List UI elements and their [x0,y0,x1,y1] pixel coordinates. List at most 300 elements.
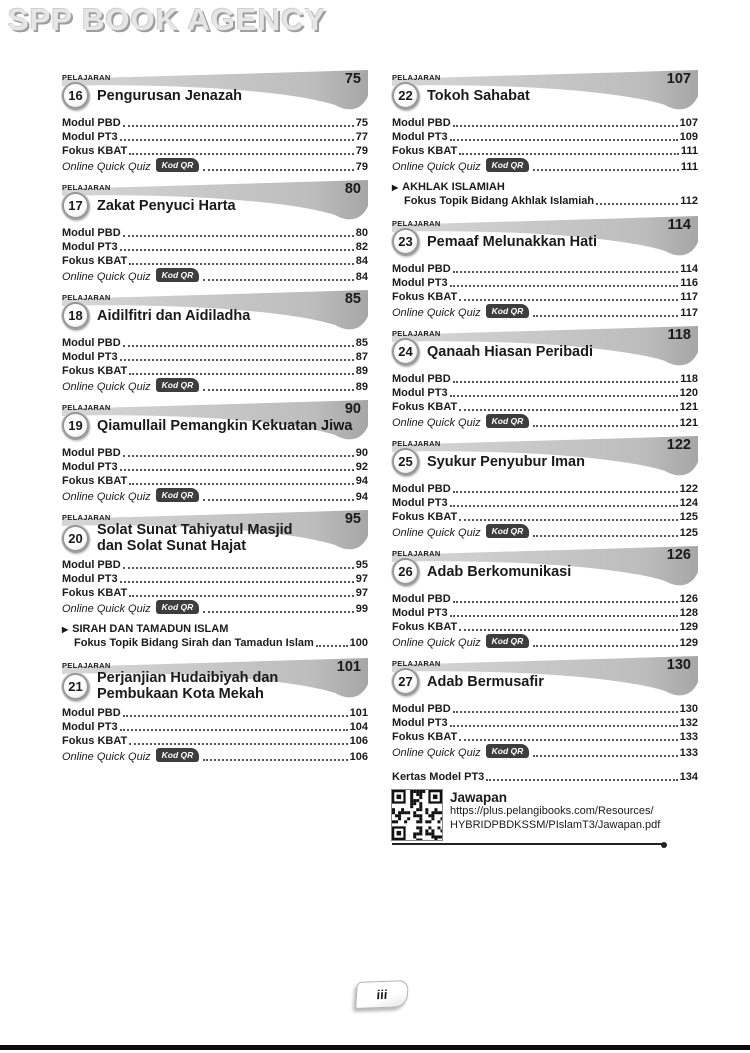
dotted-leader [533,425,677,427]
dotted-leader [123,345,354,347]
lesson-header-left [62,70,368,109]
toc-row-label: Online Quick Quiz [392,307,481,319]
dotted-leader [123,567,354,569]
kertas-model-row [392,770,698,784]
lesson-header [392,436,698,478]
dotted-leader [203,759,347,761]
toc-row-page: 104 [349,721,368,733]
toc-row [392,304,698,320]
toc-row [62,158,368,174]
toc-row-label: Modul PT3 [62,721,118,733]
lesson-items [62,446,368,504]
dotted-leader [120,469,354,471]
toc-row-label: Modul PBD [62,227,121,239]
section-heading [392,181,698,193]
lesson-entry [392,326,698,430]
kod-qr-badge: Kod QR [156,158,200,172]
toc-row [392,510,698,524]
lesson-header-left [392,436,698,475]
toc-row-page: 117 [680,307,698,319]
toc-row [62,586,368,600]
toc-row [62,460,368,474]
toc-row-label: Online Quick Quiz [62,161,151,173]
toc-row [392,496,698,510]
lesson-header [392,326,698,368]
lesson-header [62,510,368,554]
toc-row [62,720,368,734]
section-heading [62,623,368,635]
dotted-leader [450,505,678,507]
dotted-leader [450,395,678,397]
lesson-number-circle: 22 [392,82,419,109]
toc-row [62,734,368,748]
toc-row-page: 125 [679,511,698,523]
toc-row [62,116,368,130]
toc-row-label: Modul PT3 [62,351,118,363]
lesson-title-row [392,82,698,109]
section-row [62,636,368,650]
lesson-items [392,116,698,174]
toc-row-label: Modul PT3 [62,461,118,473]
section-note [62,623,368,650]
dotted-leader [453,711,678,713]
toc-row-page: 92 [355,461,368,473]
dotted-leader [129,483,354,485]
lesson-title-row [62,302,368,329]
toc-row-page: 125 [679,527,698,539]
toc-row-page: 89 [355,365,368,377]
toc-row-label: Fokus KBAT [62,735,128,747]
lesson-title-row [62,192,368,219]
dotted-leader [120,729,348,731]
toc-row-page: 89 [355,381,368,393]
lesson-title-row [392,558,698,585]
lesson-number-circle: 20 [62,525,89,552]
toc-row-page: 124 [679,497,698,509]
toc-row-label: Online Quick Quiz [62,751,151,763]
toc-row [392,130,698,144]
lesson-title-row [62,522,368,554]
toc-row [62,474,368,488]
toc-row-label: Fokus KBAT [62,365,128,377]
pelajaran-label: PELAJARAN [62,73,111,82]
toc-row-label: Online Quick Quiz [62,603,151,615]
toc-row-label: Modul PBD [392,483,451,495]
lesson-number-circle: 25 [392,448,419,475]
lesson-page-number: 80 [344,181,361,197]
dotted-leader [453,491,678,493]
lesson-number-circle: 18 [62,302,89,329]
toc-row-page: 90 [355,447,368,459]
dotted-leader [123,455,354,457]
toc-row-label: Fokus KBAT [392,145,458,157]
lesson-header [62,180,368,222]
toc-row-label: Modul PT3 [62,241,118,253]
kod-qr-badge: Kod QR [156,748,200,762]
lesson-title: Tokoh Sahabat [427,87,530,104]
toc-row [62,446,368,460]
toc-row [392,400,698,414]
lesson-page-number: 75 [344,71,361,87]
toc-row-label: Modul PT3 [392,387,448,399]
lesson-items [392,702,698,760]
lesson-header [392,216,698,258]
pelajaran-label: PELAJARAN [392,549,441,558]
dotted-leader [203,169,353,171]
toc-row [62,364,368,378]
dotted-leader [459,739,677,741]
toc-row [392,634,698,650]
toc-row-label: Online Quick Quiz [62,381,151,393]
answer-box [392,790,664,845]
dotted-leader [533,755,677,757]
pelajaran-label: PELAJARAN [392,219,441,228]
dotted-leader [459,409,677,411]
toc-row-label: Modul PBD [392,373,451,385]
section-row-page: 100 [349,637,368,649]
toc-row [392,524,698,540]
toc-row-page: 94 [355,491,368,503]
toc-row-page: 117 [680,291,698,303]
kod-qr-badge: Kod QR [486,634,530,648]
toc-row-label: Fokus KBAT [392,401,458,413]
dotted-leader [450,285,679,287]
dotted-leader [316,645,348,647]
lesson-header-left [62,180,368,219]
lesson-entry [62,658,368,764]
dotted-leader [123,125,354,127]
lesson-header [392,70,698,112]
toc-row-page: 121 [679,417,698,429]
toc-row-label: Modul PT3 [392,717,448,729]
answer-text [450,790,660,840]
dotted-leader [129,153,354,155]
toc-row [62,350,368,364]
dotted-leader [129,595,354,597]
kod-qr-badge: Kod QR [156,268,200,282]
qr-code-icon [392,790,442,840]
toc-row [392,620,698,634]
kod-qr-badge: Kod QR [156,600,200,614]
toc-row [392,276,698,290]
arrow-icon: ▶ [62,625,69,634]
toc-row-page: 128 [679,607,698,619]
lesson-title: Syukur Penyubur Iman [427,453,585,470]
lesson-title: Pengurusan Jenazah [97,87,243,104]
toc-row-page: 133 [679,731,698,743]
lesson-items [62,226,368,284]
lesson-header-left [392,70,698,109]
lesson-title: Solat Sunat Tahiyatul Masjid dan Solat Sunat Hajat [97,522,293,554]
lesson-entry [62,510,368,616]
dotted-leader [129,263,354,265]
toc-row-page: 129 [679,637,698,649]
toc-row [392,744,698,760]
toc-row-label: Modul PBD [392,263,451,275]
dotted-leader [450,139,678,141]
toc-row-page: 111 [680,145,698,157]
toc-row-page: 109 [679,131,698,143]
lesson-items [392,482,698,540]
toc-row-label: Modul PT3 [62,131,118,143]
page-number: iii [376,986,388,1003]
toc-row-page: 129 [679,621,698,633]
toc-row-label: Online Quick Quiz [392,417,481,429]
lesson-items [62,116,368,174]
lesson-number-circle: 27 [392,668,419,695]
lesson-title-row [392,448,698,475]
dotted-leader [120,139,354,141]
toc-row-label: Online Quick Quiz [62,491,151,503]
page-number-tab [355,980,409,1009]
lesson-header-left [392,216,698,255]
dotted-leader [450,725,678,727]
toc-row-page: 79 [355,161,368,173]
toc-row-label: Fokus KBAT [392,291,458,303]
pelajaran-label: PELAJARAN [62,183,111,192]
lesson-number-circle: 16 [62,82,89,109]
kod-qr-badge: Kod QR [486,304,530,318]
lesson-title-row [62,670,368,702]
pelajaran-label: PELAJARAN [62,403,111,412]
toc-row-label: Fokus KBAT [392,731,458,743]
toc-row-label: Modul PBD [62,447,121,459]
toc-row [392,116,698,130]
pelajaran-label: PELAJARAN [392,73,441,82]
lesson-page-number: 126 [666,547,691,563]
lesson-page-number: 114 [667,217,691,233]
dotted-leader [123,715,348,717]
lesson-title-row [392,668,698,695]
arrow-icon: ▶ [392,183,399,192]
toc-row-label: Modul PBD [392,703,451,715]
pelajaran-label: PELAJARAN [392,659,441,668]
toc-row-label: Modul PBD [62,559,121,571]
toc-row [392,158,698,174]
lesson-title-row [392,338,698,365]
dotted-leader [453,601,678,603]
lesson-title-row [62,412,368,439]
toc-row-page: 77 [355,131,368,143]
toc-row [392,386,698,400]
watermark-text: SPP BOOK AGENCY [8,2,327,37]
dotted-leader [203,279,353,281]
section-row [392,194,698,208]
toc-row-page: 118 [680,373,698,385]
toc-row-label: Modul PT3 [392,497,448,509]
toc-row [62,600,368,616]
lesson-title-row [62,82,368,109]
toc-row-page: 75 [355,117,368,129]
lesson-header [62,290,368,332]
dotted-leader [129,743,347,745]
toc-row-page: 80 [355,227,368,239]
section-heading-text: AKHLAK ISLAMIAH [402,181,505,193]
toc-row [392,482,698,496]
toc-row-label: Modul PT3 [392,607,448,619]
lesson-number-circle: 24 [392,338,419,365]
toc-row [392,262,698,276]
dotted-leader [533,315,678,317]
bottom-edge-bar [0,1045,750,1050]
toc-row [62,706,368,720]
toc-row-label: Online Quick Quiz [392,637,481,649]
toc-row [62,240,368,254]
dotted-leader [203,389,353,391]
dotted-leader [459,299,678,301]
toc-row [392,290,698,304]
lesson-entry [62,180,368,284]
lesson-page-number: 95 [344,511,361,527]
toc-row-page: 97 [355,587,368,599]
kod-qr-badge: Kod QR [486,158,530,172]
lesson-header-left [392,546,698,585]
toc-column-left [62,70,368,845]
toc-row-page: 126 [679,593,698,605]
kod-qr-badge: Kod QR [486,414,530,428]
toc-row-page: 134 [679,771,698,783]
lesson-title: Qanaah Hiasan Peribadi [427,343,594,360]
lesson-items [62,558,368,616]
lesson-page-number: 90 [344,401,361,417]
toc-row-page: 87 [355,351,368,363]
toc-row [392,770,698,784]
toc-row-page: 101 [349,707,368,719]
dotted-leader [486,779,677,781]
toc-row-page: 94 [355,475,368,487]
toc-row-page: 99 [355,603,368,615]
pelajaran-label: PELAJARAN [392,329,441,338]
lesson-title: Adab Berkomunikasi [427,563,572,580]
toc-row-page: 114 [680,263,698,275]
lesson-page-number: 107 [666,71,691,87]
toc-row [392,702,698,716]
toc-row-page: 84 [355,271,368,283]
toc-row-label: Kertas Model PT3 [392,771,485,783]
lesson-entry [62,70,368,174]
dotted-leader [120,581,354,583]
lesson-header-left [392,326,698,365]
lesson-header [62,658,368,702]
lesson-number-circle: 26 [392,558,419,585]
lesson-entry [392,70,698,174]
dotted-leader [129,373,354,375]
kod-qr-badge: Kod QR [156,488,200,502]
toc-row-page: 85 [355,337,368,349]
lesson-title: Perjanjian Hudaibiyah dan Pembukaan Kota Mekah [97,670,279,702]
toc-row [62,488,368,504]
toc-row-label: Fokus KBAT [62,475,128,487]
toc-row-page: 132 [679,717,698,729]
pelajaran-label: PELAJARAN [392,439,441,448]
lesson-header [62,70,368,112]
pelajaran-label: PELAJARAN [62,661,111,670]
lesson-header-left [62,510,368,554]
answer-title: Jawapan [450,790,508,805]
toc-row [392,414,698,430]
dotted-leader [453,125,678,127]
toc-row-label: Fokus KBAT [62,587,128,599]
toc-row [62,144,368,158]
toc-row-page: 82 [355,241,368,253]
lesson-header [392,546,698,588]
lesson-number-circle: 19 [62,412,89,439]
toc-row-label: Online Quick Quiz [62,271,151,283]
answer-url: https://plus.pelangibooks.com/Resources/ HYBRIDPBDKSSM/PIslamT3/Jawapan.pdf [450,805,661,831]
toc-row [62,336,368,350]
dotted-leader [203,611,353,613]
toc-row-page: 106 [349,751,368,763]
toc-row [62,268,368,284]
toc-row [62,378,368,394]
toc-row-label: Modul PBD [392,593,451,605]
lesson-number-circle: 21 [62,673,89,700]
dotted-leader [203,499,353,501]
toc-row-label: Modul PT3 [392,277,448,289]
toc-row-page: 107 [679,117,698,129]
toc-row-label: Online Quick Quiz [392,527,481,539]
lesson-page-number: 85 [344,291,361,307]
toc-row [392,144,698,158]
section-heading-text: SIRAH DAN TAMADUN ISLAM [72,623,229,635]
dotted-leader [533,645,677,647]
section-row-label: Fokus Topik Bidang Sirah dan Tamadun Islam [74,637,314,649]
lesson-title-row [392,228,698,255]
dotted-leader [533,169,679,171]
lesson-header-left [62,400,368,439]
toc-row-label: Modul PT3 [62,573,118,585]
lesson-header-left [62,658,368,702]
toc-row-page: 120 [679,387,698,399]
lesson-number-circle: 23 [392,228,419,255]
kod-qr-badge: Kod QR [156,378,200,392]
toc-row [392,730,698,744]
toc-row-page: 79 [355,145,368,157]
toc-row [62,254,368,268]
lesson-page-number: 122 [666,437,691,453]
toc-row [392,606,698,620]
toc-row [392,372,698,386]
toc-row-page: 122 [679,483,698,495]
lesson-header-left [62,290,368,329]
lesson-header [62,400,368,442]
toc-row-page: 133 [679,747,698,759]
toc-row-page: 106 [349,735,368,747]
lesson-page-number: 130 [666,657,691,673]
lesson-title: Pemaaf Melunakkan Hati [427,233,598,250]
dotted-leader [450,615,678,617]
toc-row-label: Modul PT3 [392,131,448,143]
lesson-items [392,262,698,320]
lesson-title: Adab Bermusafir [427,673,544,690]
toc-row [392,716,698,730]
section-row-page: 112 [680,195,698,207]
lesson-items [62,706,368,764]
lesson-entry [62,400,368,504]
lesson-header-left [392,656,698,695]
lesson-entry [392,436,698,540]
lesson-title: Aidilfitri dan Aidiladha [97,307,251,324]
toc-row [392,592,698,606]
toc-row [62,130,368,144]
toc-row-label: Online Quick Quiz [392,747,481,759]
toc-row-page: 111 [680,161,698,173]
lesson-items [392,372,698,430]
toc-row [62,572,368,586]
kod-qr-badge: Kod QR [486,744,530,758]
dotted-leader [596,203,678,205]
dotted-leader [453,381,679,383]
